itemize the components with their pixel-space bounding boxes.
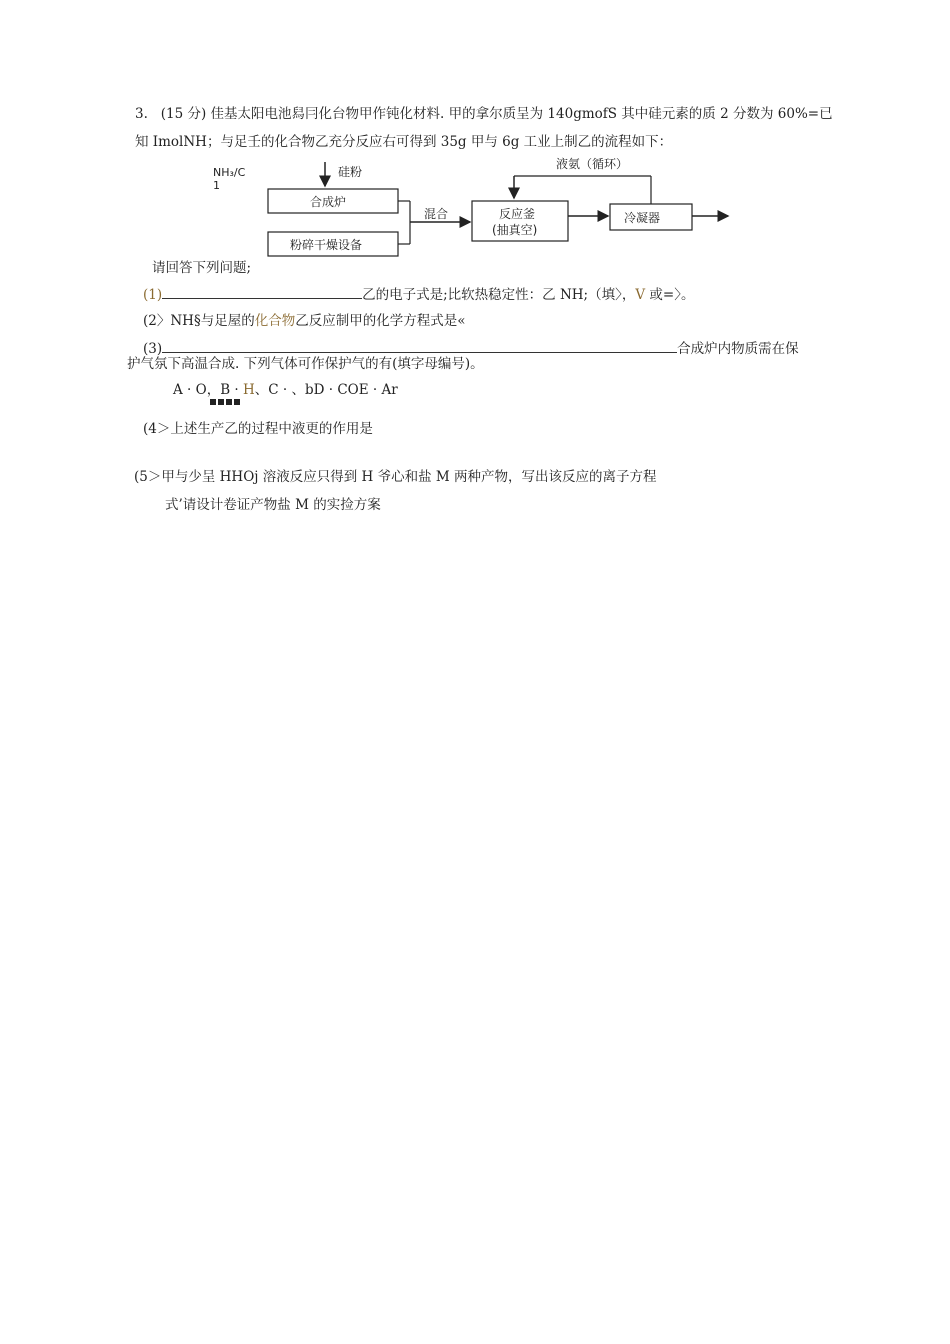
question-header bbox=[135, 106, 833, 122]
reactant-label-sub: 1 bbox=[213, 179, 220, 192]
options-part2: 、C · 、bD · COE · Ar bbox=[254, 382, 398, 398]
options-part1: A · O，B · bbox=[173, 382, 243, 398]
question-number: 3. bbox=[135, 106, 148, 122]
q1-text: 乙的电子式是;比软热稳定性：乙 NH;（填〉， bbox=[362, 287, 636, 303]
redaction-squares bbox=[210, 397, 242, 405]
question-5-line1: (5＞甲与少呈 HHOj 溶液反应只得到 H 爷心和盐 M 两种产物，写出该反应的离子方程 bbox=[134, 469, 657, 485]
q1-text-end: 或=〉。 bbox=[649, 287, 695, 303]
question-3-line2: 护气氛下高温合成. 下列气体可作保护气的有(填字母编号)。 bbox=[127, 356, 484, 372]
question-1 bbox=[143, 286, 694, 303]
options-line bbox=[173, 382, 398, 398]
q2-prefix: (2〉NH§与足屋的 bbox=[143, 313, 255, 329]
question-5-line2: 式’请设计卷证产物盐 M 的实捡方案 bbox=[165, 497, 381, 513]
mix-label: 混合 bbox=[424, 207, 449, 221]
question-3 bbox=[143, 340, 799, 357]
q1-number: (1) bbox=[143, 287, 163, 303]
crush-dry-label: 粉碎干燥设备 bbox=[290, 238, 363, 252]
reactant-label: NH₃/C bbox=[213, 166, 246, 179]
q3-number: (3) bbox=[143, 341, 163, 357]
liquid-ammonia-label: 液氨（循环） bbox=[556, 157, 629, 171]
silicon-powder-label: 硅粉 bbox=[338, 165, 363, 179]
q3-text-end: 合成炉内物质需在保 bbox=[677, 341, 799, 357]
options-h: H bbox=[243, 382, 255, 398]
reactor-label-sub: (抽真空) bbox=[492, 223, 538, 237]
question-4: (4＞上述生产乙的过程中液更的作用是 bbox=[143, 421, 373, 437]
question-intro-line2: 知 ImolNH；与足壬的化合物乙充分反应右可得到 35g 甲与 6g 工业上制乙的流程如下： bbox=[135, 134, 673, 150]
condenser-label: 冷凝器 bbox=[624, 211, 661, 225]
question-intro-line1: (15 分) 佳基太阳电池舄冃化台物甲作钝化材料. 甲的拿尔质呈为 140gmofS 其中硅元素的质 2 分数为 60%=已 bbox=[160, 106, 833, 122]
q2-suffix: 乙反应制甲的化学方程式是« bbox=[295, 313, 466, 329]
question-2 bbox=[143, 313, 465, 329]
prompt-text: 请回答下列问题; bbox=[152, 260, 252, 276]
synthesis-furnace-label: 合成炉 bbox=[310, 195, 347, 209]
q1-choice: V bbox=[635, 287, 646, 303]
q3-answer-blank[interactable] bbox=[162, 340, 677, 353]
q2-highlight: 化合物 bbox=[254, 313, 296, 329]
reactor-label: 反应釜 bbox=[499, 207, 536, 221]
q1-answer-blank[interactable] bbox=[162, 286, 362, 299]
